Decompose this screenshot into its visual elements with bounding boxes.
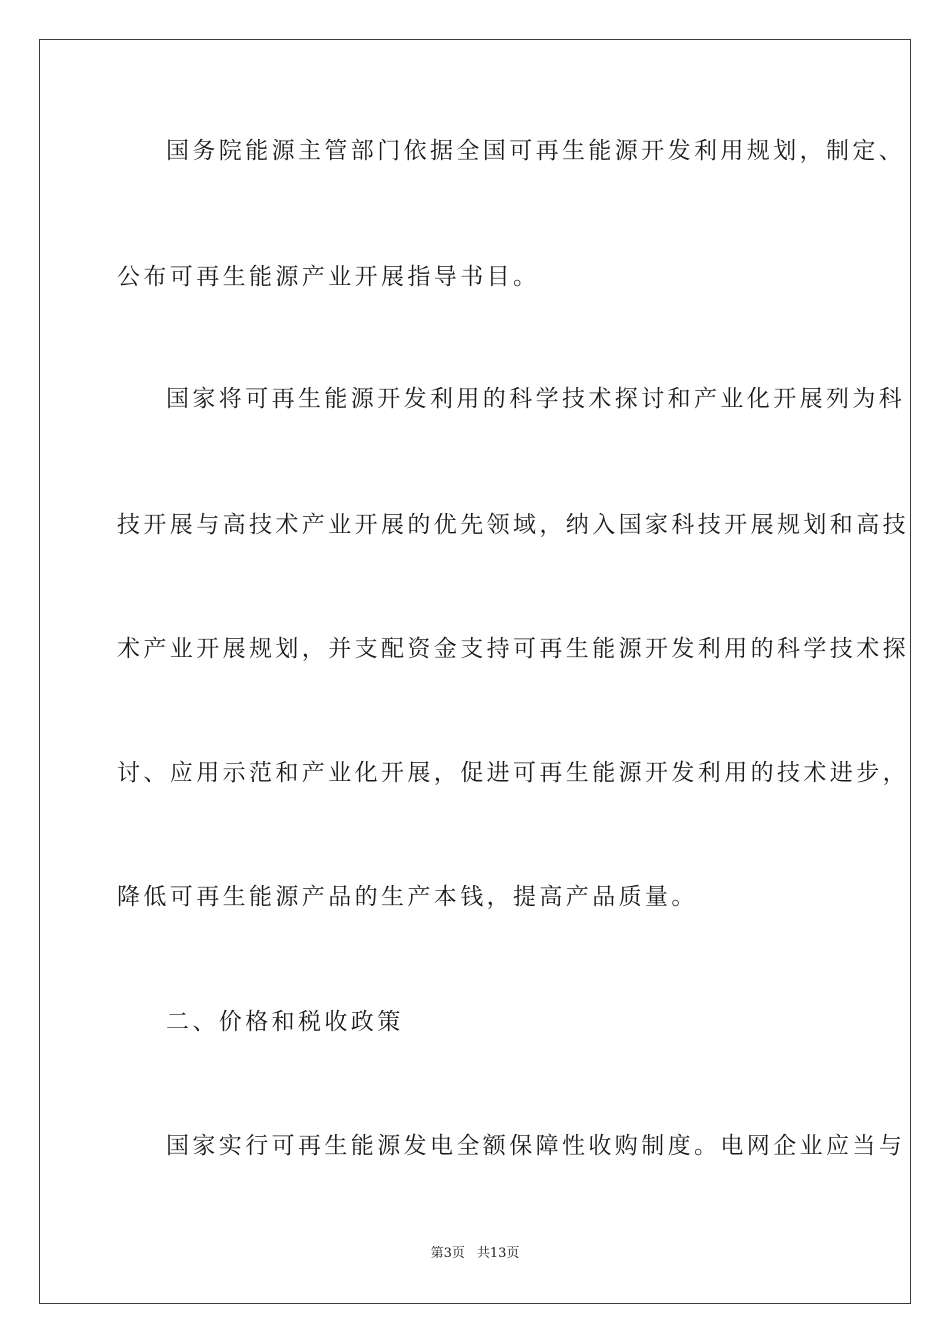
paragraph-2-line-5: 降低可再生能源产品的生产本钱，提高产品质量。 [117,884,698,910]
paragraph-2-line-2: 技开展与高技术产业开展的优先领域，纳入国家科技开展规划和高技 [117,512,909,538]
paragraph-2-line-1: 国家将可再生能源开发利用的科学技术探讨和产业化开展列为科 [166,386,906,412]
paragraph-2-line-3: 术产业开展规划，并支配资金支持可再生能源开发利用的科学技术探 [117,636,909,662]
page-total: 共13页 [476,1246,520,1261]
page-border [39,39,911,1304]
paragraph-1-line-2: 公布可再生能源产业开展指导书目。 [117,264,540,290]
page-number: 第3页 [430,1246,465,1261]
paragraph-3-line-1: 国家实行可再生能源发电全额保障性收购制度。电网企业应当与 [166,1133,906,1159]
page-footer [0,1245,950,1263]
section-heading: 二、价格和税收政策 [166,1009,404,1035]
paragraph-2-line-4: 讨、应用示范和产业化开展，促进可再生能源开发利用的技术进步， [117,760,909,786]
paragraph-1-line-1: 国务院能源主管部门依据全国可再生能源开发利用规划，制定、 [166,138,906,164]
